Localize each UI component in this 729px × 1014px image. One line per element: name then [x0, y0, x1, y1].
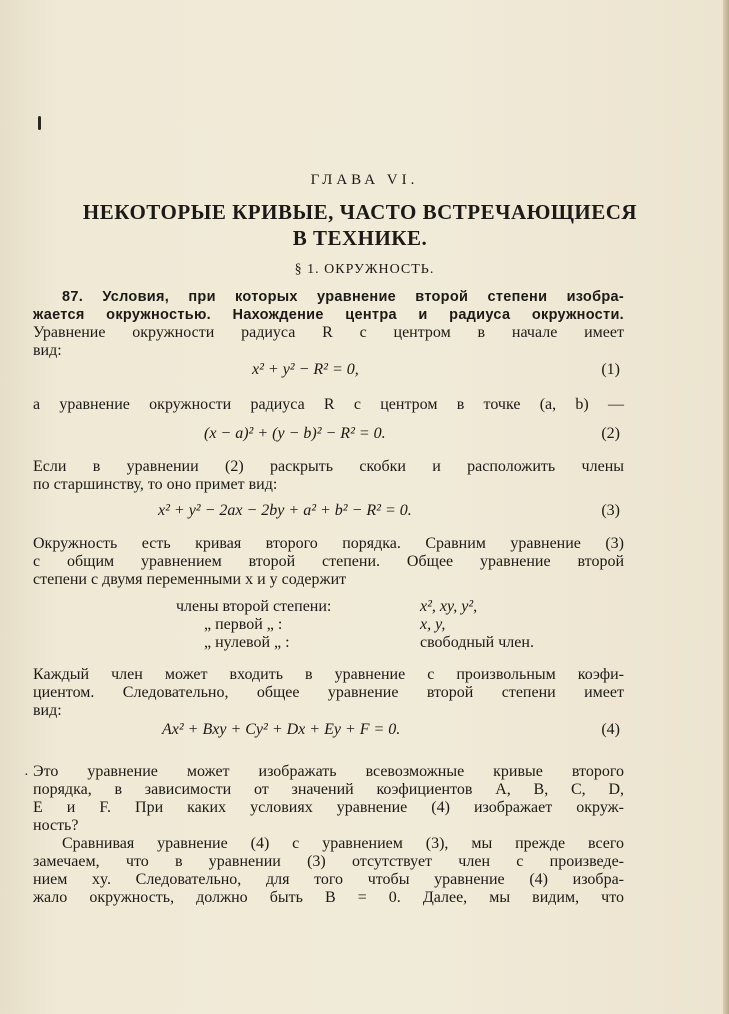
terms-row-value: x, y, — [420, 616, 446, 633]
chapter-title-line1: НЕКОТОРЫЕ КРИВЫЕ, ЧАСТО ВСТРЕЧАЮЩИЕСЯ — [82, 200, 638, 224]
text-line: порядка, в зависимости от значений коэфициентов A, B, C, D, — [33, 781, 624, 798]
text-line: Если в уравнении (2) раскрыть скобки и расположить члены — [33, 458, 624, 475]
text-line: вид: — [33, 702, 62, 719]
equation-1: x² + y² − R² = 0, — [252, 361, 359, 378]
equation-2: (x − a)² + (y − b)² − R² = 0. — [204, 425, 386, 442]
intro-line: 87. Условия, при которых уравнение второй степени изобра- — [62, 289, 624, 305]
equation-4-number: (4) — [601, 721, 620, 738]
terms-row-label: „ первой „ : — [204, 616, 283, 633]
terms-row-label: члены второй степени: — [176, 598, 332, 615]
chapter-label: ГЛАВА VI. — [310, 172, 419, 188]
text-line: Окружность есть кривая второго порядка. Сравним уравнение (3) — [33, 535, 624, 552]
text-line: с общим уравнением второй степени. Общее уравнение второй — [33, 553, 624, 570]
equation-1-number: (1) — [601, 361, 620, 378]
text-line: Уравнение окружности радиуса R с центром в начале имеет — [33, 324, 624, 341]
equation-4: Ax² + Bxy + Cy² + Dx + Ey + F = 0. — [162, 721, 401, 738]
text-line: степени с двумя переменными x и y содержит — [33, 571, 347, 588]
text-line: E и F. При каких условиях уравнение (4) изображает окруж- — [33, 799, 624, 816]
text-line: Это уравнение может изображать всевозможные кривые второго — [33, 763, 624, 780]
margin-mark — [38, 116, 41, 130]
equation-3: x² + y² − 2ax − 2by + a² + b² − R² = 0. — [158, 502, 412, 519]
terms-row-label: „ нулевой „ : — [204, 634, 290, 651]
text-line: Сравнивая уравнение (4) с уравнением (3), мы прежде всего — [62, 835, 624, 852]
text-line: вид: — [33, 342, 62, 359]
terms-row-value: свободный член. — [420, 634, 534, 651]
intro-line: жается окружностью. Нахождение центра и радиуса окружности. — [33, 307, 624, 323]
text-line: по старшинству, то оно примет вид: — [33, 476, 278, 493]
text-line: Каждый член может входить в уравнение с произвольным коэфи- — [33, 666, 624, 683]
equation-3-number: (3) — [601, 502, 620, 519]
page-edge — [723, 0, 729, 1014]
text-line: ность? — [33, 817, 79, 834]
text-line: замечаем, что в уравнении (3) отсутствует член с произведе- — [33, 853, 624, 870]
terms-row-value: x², xy, y², — [420, 598, 478, 615]
chapter-title-line2: В ТЕХНИКЕ. — [292, 226, 428, 250]
equation-2-number: (2) — [601, 425, 620, 442]
text-line: нием xy. Следовательно, для того чтобы уравнение (4) изобра- — [33, 871, 624, 888]
text-line: циентом. Следовательно, общее уравнение второй степени имеет — [33, 684, 624, 701]
text-line: а уравнение окружности радиуса R с центром в точке (a, b) — — [33, 396, 624, 413]
margin-dot: · — [24, 768, 29, 783]
text-line: жало окружность, должно быть B = 0. Далее, мы видим, что — [33, 889, 624, 906]
section-title: § 1. ОКРУЖНОСТЬ. — [294, 262, 435, 277]
